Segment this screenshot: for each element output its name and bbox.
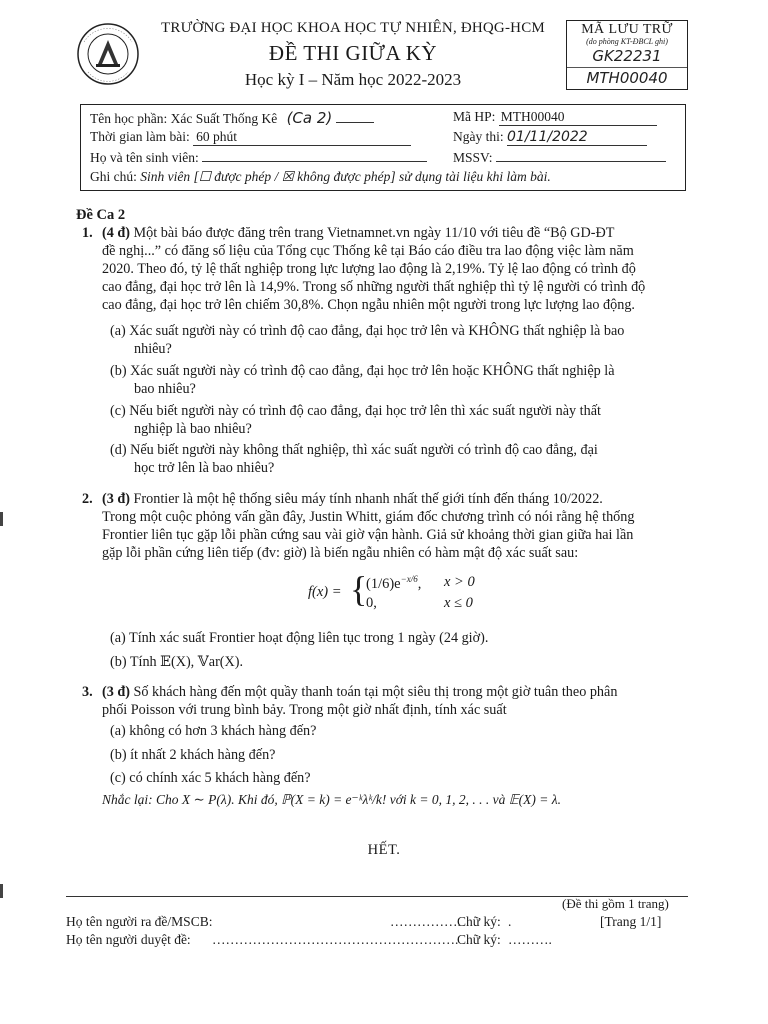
page-count-note: (Đề thi gồm 1 trang)	[562, 896, 669, 911]
note-row	[90, 169, 551, 187]
course-row	[90, 109, 374, 127]
q1b-line-2: bao nhiêu?	[134, 381, 196, 397]
formula-lhs: f(x) =	[308, 584, 342, 600]
reviewer-sign-label: Chữ ký:	[457, 932, 501, 947]
course-underline	[336, 110, 374, 123]
q3-line-2: phối Poisson với trung bình bảy. Trong một giờ nhất định, tính xác suất	[102, 702, 507, 718]
q1-points: (4 đ)	[102, 225, 130, 241]
archive-code: GK22231	[592, 47, 662, 65]
reviewer-sign-dots: ……….	[508, 932, 552, 947]
date-label: Ngày thi:	[453, 129, 504, 144]
author-sign-dots: .	[508, 914, 512, 929]
page-number: [Trang 1/1]	[600, 914, 662, 929]
date-row	[453, 129, 647, 147]
mssv-row	[453, 149, 666, 167]
question-3	[82, 683, 694, 719]
course-label: Tên học phần: Xác Suất Thống Kê	[90, 111, 278, 126]
reviewer-label: Họ tên người duyệt đề:	[66, 932, 191, 947]
q2-line-1	[82, 490, 694, 508]
student-name-field	[202, 149, 427, 162]
q1c-line-2: nghiệp là bao nhiêu?	[134, 421, 252, 437]
q1d-line-2: học trở lên là bao nhiêu?	[134, 460, 275, 476]
time-row	[90, 129, 411, 147]
date-value: 01/11/2022	[507, 129, 647, 146]
q1-part-d	[110, 441, 694, 477]
q3-points: (3 đ)	[102, 684, 130, 700]
archive-note: (do phòng KT-ĐBCL ghi)	[586, 37, 668, 46]
end-marker: HẾT.	[367, 842, 401, 858]
exam-term: Học kỳ I – Năm học 2022-2023	[244, 70, 462, 89]
q1b-line-1: (b) Xác suất người này có trình độ cao đẳng, đại học trở lên hoặc KHÔNG thất nghiệp là	[110, 363, 615, 379]
formula-cond-2: x ≤ 0	[444, 595, 473, 611]
formula-brace: {	[350, 569, 368, 609]
q2-line-3: Frontier liên tục gặp lỗi phần cứng sau vài giờ vận hành. Giả sử khoảng thời gian giữa hai lần	[102, 527, 634, 543]
reviewer-dots: ……………………………………………….	[212, 932, 459, 947]
q1c-line-1: (c) Nếu biết người này có trình độ cao đẳng, đại học trở lên thì xác suất người này thất	[110, 403, 601, 419]
formula-case-1: $(1/6)e^{-x/6}$,	[366, 574, 422, 592]
time-value: 60 phút	[193, 129, 411, 146]
q1-line-3: 2020. Theo đó, tỷ lệ thất nghiệp trong lực lượng lao động là 2,19%. Tỷ lệ lao động có trình độ	[102, 261, 636, 277]
q2-points: (3 đ)	[102, 491, 130, 507]
hp-value: MTH00040	[499, 109, 657, 126]
footer-rule	[66, 896, 688, 897]
exam-header	[148, 20, 558, 90]
mssv-label: MSSV:	[453, 150, 493, 165]
formula-case-1-expr: (1/6)e	[366, 575, 401, 592]
archive-course-code: MTH00040	[567, 67, 687, 87]
scan-edge-mark	[0, 512, 3, 526]
university-logo	[76, 22, 140, 86]
hp-row	[453, 109, 657, 127]
q1-number: 1.	[82, 225, 93, 241]
q2-line-2: Trong một cuộc phỏng vấn gần đây, Justin Whitt, giám đốc chương trình có nói rằng hệ thống	[102, 509, 635, 525]
q1-part-c	[110, 402, 694, 438]
q1a-line-2: nhiêu?	[134, 341, 172, 357]
q1d-line-1: (d) Nếu biết người này không thất nghiệp, thì xác suất người có trình độ cao đẳng, đại	[110, 442, 598, 458]
q3-part-a: (a) không có hơn 3 khách hàng đến?	[110, 723, 317, 739]
school-name: TRƯỜNG ĐẠI HỌC KHOA HỌC TỰ NHIÊN, ĐHQG-HCM	[161, 20, 545, 36]
note-label: Ghi chú:	[90, 169, 137, 184]
q1a-line-1: (a) Xác suất người này có trình độ cao đẳng, đại học trở lên và KHÔNG thất nghiệp là bao	[110, 323, 625, 339]
exam-info-box	[80, 104, 686, 191]
student-name-label: Họ và tên sinh viên:	[90, 150, 199, 165]
q1-text-1: Một bài báo được đăng trên trang Vietnamnet.vn ngày 11/10 với tiêu đề “Bộ GD-ĐT	[133, 225, 615, 241]
hp-label: Mã HP:	[453, 109, 496, 124]
archive-title: MÃ LƯU TRỮ	[581, 22, 673, 37]
q3-text-1: Số khách hàng đến một quầy thanh toán tại một siêu thị trong một giờ tuân theo phân	[133, 684, 618, 700]
archive-code-box	[566, 20, 688, 90]
q2-part-b: (b) Tính 𝔼(X), 𝕍ar(X).	[110, 654, 244, 670]
formula-cond-1: x > 0	[444, 574, 475, 590]
q3-number: 3.	[82, 684, 93, 700]
poisson-recall-note: Nhắc lại: Cho X ∼ P(λ). Khi đó, ℙ(X = k) = e⁻ᵏλᵏ/k! với k = 0, 1, 2, . . . và 𝔼(X) = λ.	[102, 792, 561, 807]
author-label: Họ tên người ra đề/MSCB:	[66, 914, 213, 929]
q2-text-1: Frontier là một hệ thống siêu máy tính nhanh nhất thế giới tính đến tháng 10/2022.	[133, 491, 603, 507]
q2-part-a: (a) Tính xác suất Frontier hoạt động liên tục trong 1 ngày (24 giờ).	[110, 630, 489, 646]
q1-line-4: cao đẳng, đại học trở lên là 14,9%. Trong số những người thất nghiệp thì tỷ lệ người có trình độ	[102, 279, 646, 295]
question-1	[82, 224, 694, 314]
q2-line-4: gặp lỗi phần cứng liên tiếp (đv: giờ) là biến ngẫu nhiên có hàm mật độ xác suất sau:	[102, 545, 579, 561]
q2-number: 2.	[82, 491, 93, 507]
q1-line-5: cao đẳng, đại học trở lên chiếm 30,8%. Chọn ngẫu nhiên một người trong lực lượng lao động.	[102, 297, 635, 313]
q3-part-b: (b) ít nhất 2 khách hàng đến?	[110, 747, 276, 763]
section-title: Đề Ca 2	[76, 207, 126, 223]
exam-title: ĐỀ THI GIỮA KỲ	[268, 41, 438, 65]
q3-line-1	[82, 683, 694, 701]
q1-part-b	[110, 362, 694, 398]
q3-part-c: (c) có chính xác 5 khách hàng đến?	[110, 770, 311, 786]
mssv-field	[496, 149, 666, 162]
q1-part-a	[110, 322, 694, 358]
author-dots: …………….	[390, 914, 461, 929]
formula-exponent: −x/6	[400, 574, 418, 584]
author-sign-label: Chữ ký:	[457, 914, 501, 929]
time-label: Thời gian làm bài:	[90, 129, 190, 144]
course-handwritten-shift: (Ca 2)	[286, 109, 333, 127]
scan-edge-mark	[0, 884, 3, 898]
question-2	[82, 490, 694, 562]
density-formula	[308, 569, 498, 613]
q1-line-1	[82, 224, 694, 242]
formula-case-2: 0,	[366, 595, 377, 611]
note-text: Sinh viên [☐ được phép / ☒ không được phép] sử dụng tài liệu khi làm bài.	[140, 169, 551, 184]
name-row	[90, 149, 427, 167]
q1-line-2: đề nghị...” có đăng số liệu của Tổng cục Thống kê tại Báo cáo điều tra lao động việc làm năm	[102, 243, 634, 259]
